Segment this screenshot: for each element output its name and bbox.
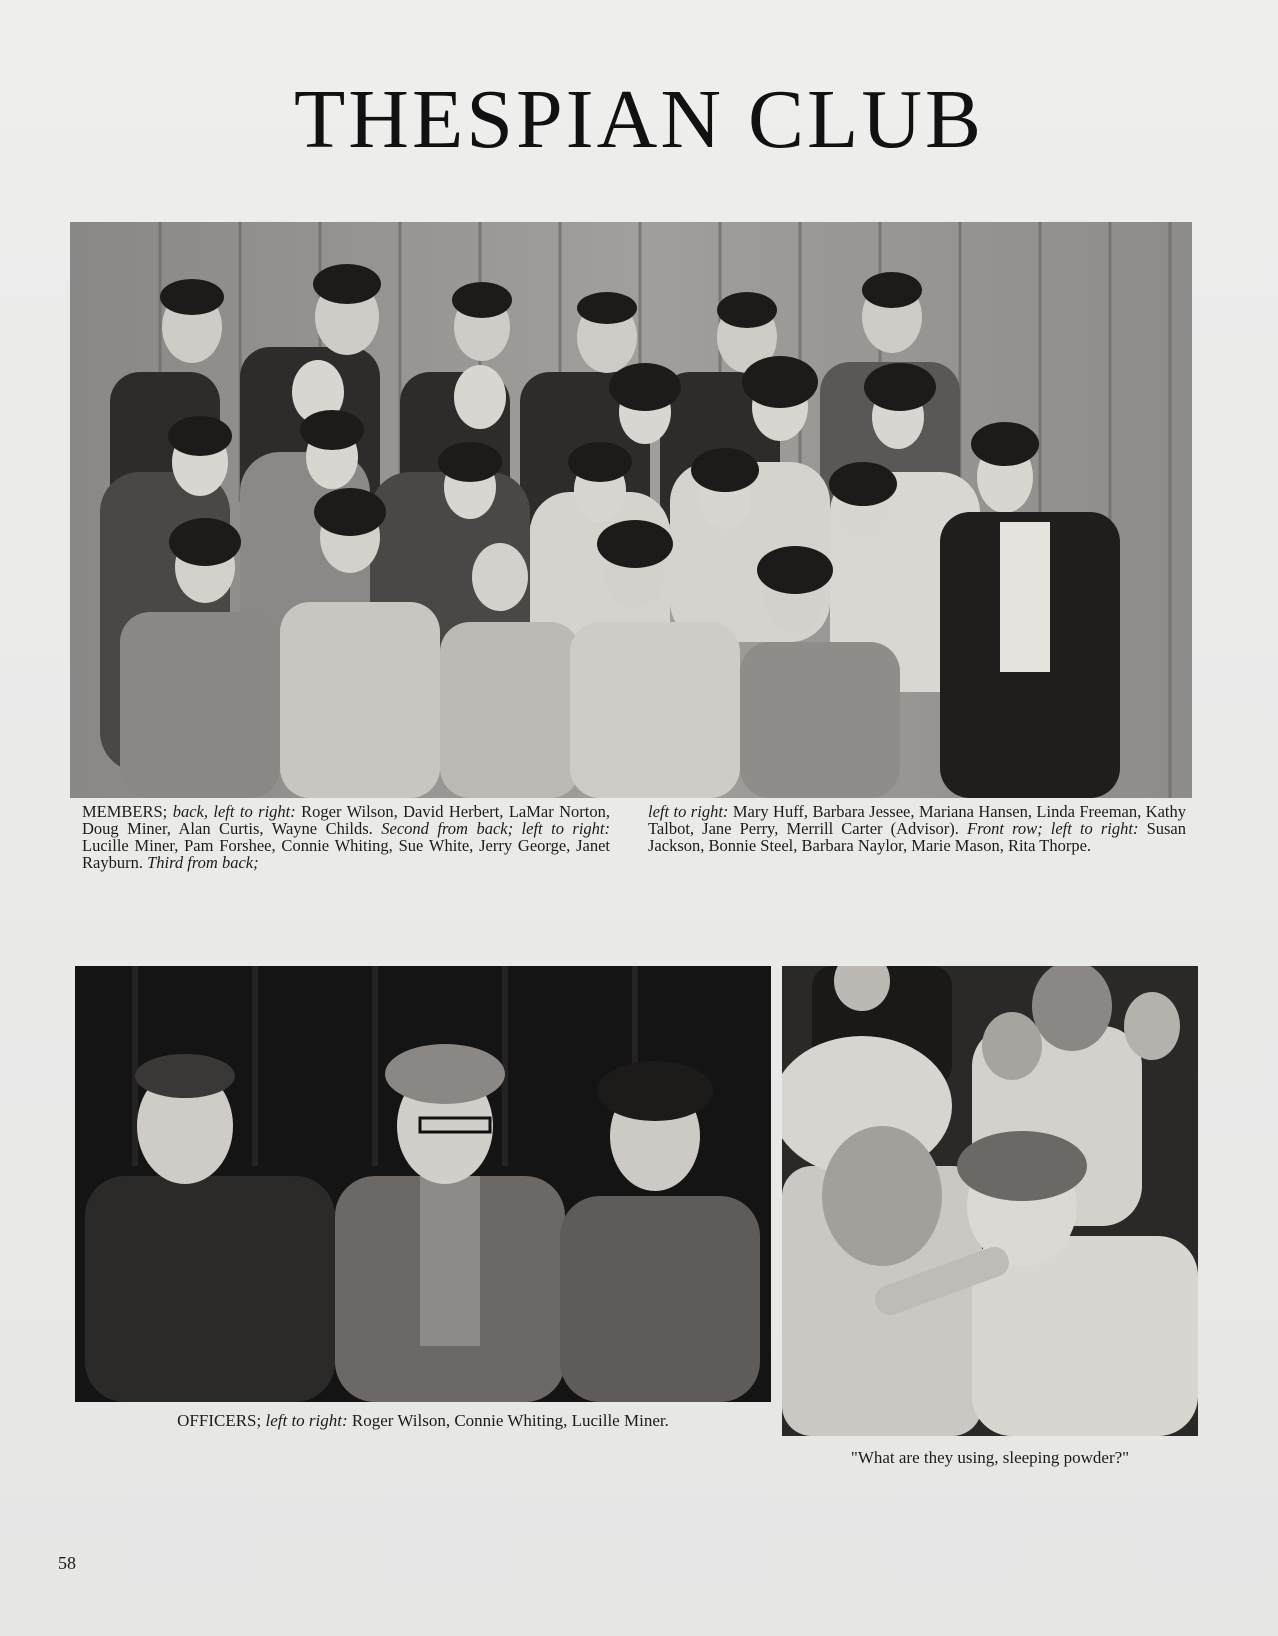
- members-caption-third-label-cont: left to right:: [648, 802, 729, 821]
- candid-photo-image: [782, 966, 1198, 1436]
- candid-caption: "What are they using, sleeping powder?": [850, 1448, 1130, 1467]
- members-caption-back-names: Roger Wilson, David Herbert, LaMar Norton, Doug Miner, Alan Curtis, Wayne Childs.: [82, 802, 610, 838]
- members-caption-second-label: Second from back; left to right:: [381, 819, 611, 838]
- members-caption-right: [648, 803, 1186, 854]
- members-caption-lead: MEMBERS;: [82, 802, 173, 821]
- officers-photo: [75, 966, 771, 1402]
- members-caption-front-names: Susan Jackson, Bonnie Steel, Barbara Naylor, Marie Mason, Rita Thorpe.: [648, 819, 1187, 855]
- page-number: 58: [58, 1553, 76, 1573]
- page-title: THESPIAN CLUB: [293, 73, 985, 166]
- officers-caption-label: left to right:: [265, 1411, 348, 1430]
- officers-caption-names: Roger Wilson, Connie Whiting, Lucille Miner.: [347, 1411, 669, 1430]
- members-caption-third-names: Mary Huff, Barbara Jessee, Mariana Hansen, Linda Freeman, Kathy Talbot, Jane Perry, Merrill Carter (Advisor).: [648, 802, 1186, 838]
- members-caption-back-label: back, left to right:: [172, 802, 296, 821]
- officers-photo-image: [75, 966, 771, 1402]
- members-caption-front-label: Front row; left to right:: [967, 819, 1139, 838]
- officers-caption-lead: OFFICERS;: [177, 1411, 266, 1430]
- members-photo-image: [70, 222, 1192, 798]
- members-caption-third-label: Third from back;: [147, 853, 259, 872]
- members-caption-second-names: Lucille Miner, Pam Forshee, Connie Whiting, Sue White, Jerry George, Janet Rayburn.: [82, 836, 610, 872]
- candid-photo: [782, 966, 1198, 1436]
- officers-caption: [75, 1412, 771, 1429]
- members-caption-left: [82, 803, 610, 871]
- members-group-photo: [70, 222, 1192, 798]
